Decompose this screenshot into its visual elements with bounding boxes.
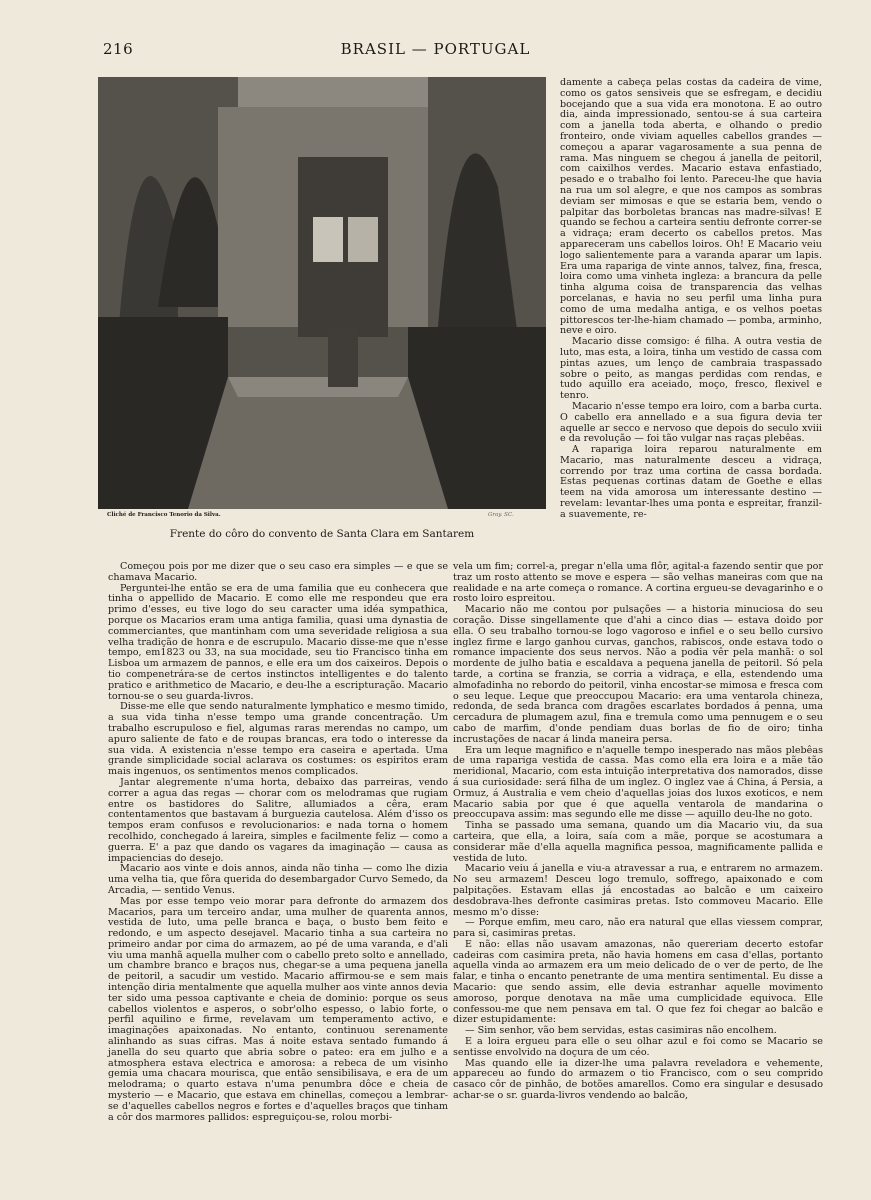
running-title: BRASIL — PORTUGAL xyxy=(340,40,531,58)
photo-credit: Cliché de Francisco Tenorio da Silva. xyxy=(107,512,221,518)
paragraph: E não: ellas não usavam amazonas, não quereriam decerto estofar cadeiras com casimira preta, não havia homens em casa d'ellas, portanto aquella vinda ao armazem era um meio delicado de o ver de perto, de lhe falar, e tinha o encanto penetrante de uma mentira sentimental. Eu disse a Macario: que sendo assim, elle devia estranhar aquelle movimento amoroso, porque denotava na mãe uma cumplicidade equivoca. Elle confessou-me que nem pensava em tal. O que fez foi chegar ao balcão e dizer estupidamente: xyxy=(453,938,823,1026)
text-column-middle xyxy=(453,562,823,1102)
paragraph: Macario n'esse tempo era loiro, com a barba curta. O cabello era annellado e a sua figura devia ter aquelle ar secco e nervoso que depois do seculo xviii e da revolução — foi tão vulgar nas raças plebêas. xyxy=(560,400,822,445)
church-choir-photo-icon xyxy=(98,77,546,509)
paragraph: Macario aos vinte e dois annos, ainda não tinha — como lhe dizia uma velha tia, que fôra querida do desembargador Curvo Semedo, da Arcadia, — sentido Venus. xyxy=(108,863,448,896)
engraver-signature: Gray. SC. xyxy=(488,512,514,518)
paragraph: — Sim senhor, vão bem servidas, estas casimiras não encolhem. xyxy=(465,1025,777,1037)
figure-caption: Frente do côro do convento de Santa Clara em Santarem xyxy=(169,528,475,540)
paragraph: Macario disse comsigo: é filha. A outra vestia de luto, mas esta, a loira, tinha um vestido de cassa com pintas azues, um lenço de cambraia traspassado sobre o peito, as mangas perdidas com rendas, e tudo aquillo era aceiado, moço, fresco, flexivel e tenro. xyxy=(560,336,822,402)
paragraph: Mas por esse tempo veio morar para defronte do armazem dos Macarios, para um terceiro andar, uma mulher de quarenta annos, vestida de luto, uma pelle branca e baça, o busto bem feito e redondo, e um aspecto desejavel. Macario tinha a sua carteira no primeiro andar por cima do armazem, ao pé de uma varanda, e d'ali viu uma manhã aquella mulher com o cabello preto solto e annellado, um chambre branco e braços nus, chegar-se a uma pequena janella de peitoril, a sacudir um vestido. Macario affirmou-se e sem mais intenção diria mentalmente que aquella mulher aos vinte annos devia ter sido uma pessoa captivante e cheia de dominio: porque os seus cabellos violentos e asperos, o sobr'olho espesso, o labio forte, o perfil aquilino e firme, revelavam um temperamento activo, e imaginações apaixonadas. No entanto, continuou serenamente alinhando as suas cifras. Mas á noite estava sentado fumando á janella do seu quarto que abria sobre o pateo: era em julho e a atmosphera estava electrica e amorosa: a rebeca de um visinho gemia uma chacara mourisca, que então sensibilisava, e era de um melodrama; o quarto estava n'uma penumbra dôce e cheia de mysterio — e Macario, que estava em chinellas, começou a lembrar-se d'aquelles cabellos negros e fortes e d'aquelles braços que tinham a côr dos marmores pallidos: espreguiçou-se, rolou morbi- xyxy=(108,895,448,1123)
paragraph: — Porque emfim, meu caro, não era natural que ellas viessem comprar, para si, casimiras pretas. xyxy=(453,917,823,940)
paragraph: Era um leque magnifico e n'aquelle tempo inesperado nas mãos plebêas de uma rapariga vestida de cassa. Mas como ella era loira e a mãe tão meridional, Macario, com esta intuição interpretativa dos namorados, disse á sua curiosidade: será filha de um inglez. O inglez vae á China, á Persia, a Ormuz, á Australia e vem cheio d'aquellas joias dos luxos exoticos, e nem Macario sabia por que é que aquella ventarola de mandarina o preoccupava assim: mas segundo elle me disse — aquillo deu-lhe no goto. xyxy=(453,744,823,821)
paragraph: E a loira ergueu para elle o seu olhar azul e foi como se Macario se sentisse envolvido na doçura de um céo. xyxy=(453,1036,823,1058)
paragraph: Macario não me contou por pulsações — a historia minuciosa do seu coração. Disse singellamente que d'ahi a cinco dias — estava doido por ella. O seu trabalho tornou-se logo vagoroso e infiel e o seu bello cursivo inglez firme e largo ganhou curvas, ganchos, rabiscos, onde estava todo o romance impaciente dos seus nervos. Não a podia vêr pela manhã: o sol mordente de julho batia e escaldava a pequena janella de peitoril. Só pela tarde, a cortina se franzia, se corria a vidraça, e ella, estendendo uma almofadinha no rebordo do peitoril, vinha encostar-se mimosa e fresca com o seu leque. Leque que preoccupou Macario: era uma ventarola chineza, redonda, de seda branca com dragões escarlates bordados á penna, uma cercadura de plumagem azul, fina e tremula como uma pennugem e o seu cabo de marfim, d'onde pendiam duas borlas de fio de oiro; tinha incrustações de nacar á linda maneira persa. xyxy=(453,604,823,745)
paragraph: Jantar alegremente n'uma horta, debaixo das parreiras, vendo correr a agua das regas — chorar com os melodramas que rugiam entre os bastidores do Salitre, allumiados a cêra, eram contentamentos que bastavam á burguezia cautelosa. Além d'isso os tempos eram confusos e revolucionarios: e nada torna o homem recolhido, conchegado á lareira, simples e facilmente feliz — como a guerra. E' a paz que dando os vagares da imaginação — causa as impaciencias do desejo. xyxy=(108,776,448,864)
paragraph: Tinha se passado uma semana, quando um dia Macario viu, da sua carteira, que ella, a loira, saía com a mãe, porque se acostumara a considerar mãe d'ella aquella magnifica pessoa, magnificamente pallida e vestida de luto. xyxy=(453,820,823,864)
paragraph: Perguntei-lhe então se era de uma familia que eu conhecera que tinha o appellido de Macario. E como elle me respondeu que era primo d'esses, eu tive logo do seu caracter uma idéa sympathica, porque os Macarios eram uma antiga familia, quasi uma dynastia de commerciantes, que mantinham com uma severidade religiosa a sua velha tradição de honra e de escrupulo. Macario disse-me que n'esse tempo, em1823 ou 33, na sua mocidade, seu tio Francisco tinha em Lisboa um armazem de pannos, e elle era um dos caixeiros. Depois o tio compenetrára-se de certos instinctos intelligentes e do talento pratico e arithmetico de Macario, e deu-lhe a escripturação. Macario tornou-se o seu guarda-livros. xyxy=(108,582,448,702)
page-number: 216 xyxy=(103,40,134,58)
text-column-left xyxy=(108,562,448,1123)
paragraph: vela um fim; correl-a, pregar n'ella uma flôr, agital-a fazendo sentir que por traz um rosto attento se move e espera — são velhas maneiras com que na realidade e na arte começa o romance. A cortina ergueu-se devagarinho e o rosto loiro espreitou. xyxy=(453,561,823,605)
paragraph: Disse-me elle que sendo naturalmente lymphatico e mesmo timido, a sua vida tinha n'esse tempo uma grande concentração. Um trabalho escrupuloso e fiel, algumas raras merendas no campo, um apuro saliente de fato e de roupas brancas, era todo o interesse da sua vida. A existencia n'esse tempo era caseira e apertada. Uma grande simplicidade social aclarava os costumes: os espiritos eram mais ingenuos, os sentimentos menos complicados. xyxy=(108,701,448,778)
paragraph: Macario veiu á janella e viu-a atravessar a rua, e entrarem no armazem. No seu armazem! Desceu logo tremulo, soffrego, apaixonado e com palpitações. Estavam ellas já encostadas ao balcão e um caixeiro desdobrava-lhes defronte casimiras pretas. Isto commoveu Macario. Elle mesmo m'o disse: xyxy=(453,863,823,918)
text-column-right xyxy=(560,78,822,521)
paragraph: Mas quando elle ia dizer-lhe uma palavra reveladora e vehemente, appareceu ao fundo do armazem o tio Francisco, com o seu comprido casaco côr de pinhão, de botões amarellos. Como era singular e desusado achar-se o sr. guarda-livros vendendo ao balcão, xyxy=(453,1057,823,1102)
running-header xyxy=(0,38,871,60)
paragraph: Começou pois por me dizer que o seu caso era simples — e que se chamava Macario. xyxy=(108,561,448,583)
paragraph: A rapariga loira reparou naturalmente em Macario, mas naturalmente desceu a vidraça, correndo por traz uma cortina de cassa bordada. Estas pequenas cortinas datam de Goethe e ellas teem na vida amorosa um interessante destino — revelam: levantar-lhes uma ponta e espreitar, franzil-a suavemente, re- xyxy=(560,444,822,520)
paragraph: damente a cabeça pelas costas da cadeira de vime, como os gatos sensiveis que se esfregam, e decidiu bocejando que a sua vida era monotona. E ao outro dia, ainda impressionado, sentou-se á sua carteira com a janella toda aberta, e olhando o predio fronteiro, onde viviam aquelles cabellos grandes — começou a aparar vagarosamente a sua penna de rama. Mas ninguem se chegou á janella de peitoril, com caixilhos verdes. Macario estava enfastiado, pesado e o trabalho foi lento. Pareceu-lhe que havia na rua um sol alegre, e que nos campos as sombras deviam ser mimosas e que se estaria bem, vendo o palpitar das borboletas brancas nas madre-silvas! E quando se fechou a carteira sentiu defronte correr-se a vidraça; eram decerto os cabellos pretos. Mas appareceram uns cabellos loiros. Oh! E Macario veiu logo salientemente para a varanda aparar um lapis. Era uma rapariga de vinte annos, talvez, fina, fresca, loira como uma vinheta ingleza: a brancura da pelle tinha alguma coisa de transparencia das velhas porcelanas, e havia no seu perfil uma linha pura como de uma medalha antiga, e os velhos poetas pittorescos ter-lhe-hiam chamado — pomba, arminho, neve e oiro. xyxy=(560,77,822,337)
